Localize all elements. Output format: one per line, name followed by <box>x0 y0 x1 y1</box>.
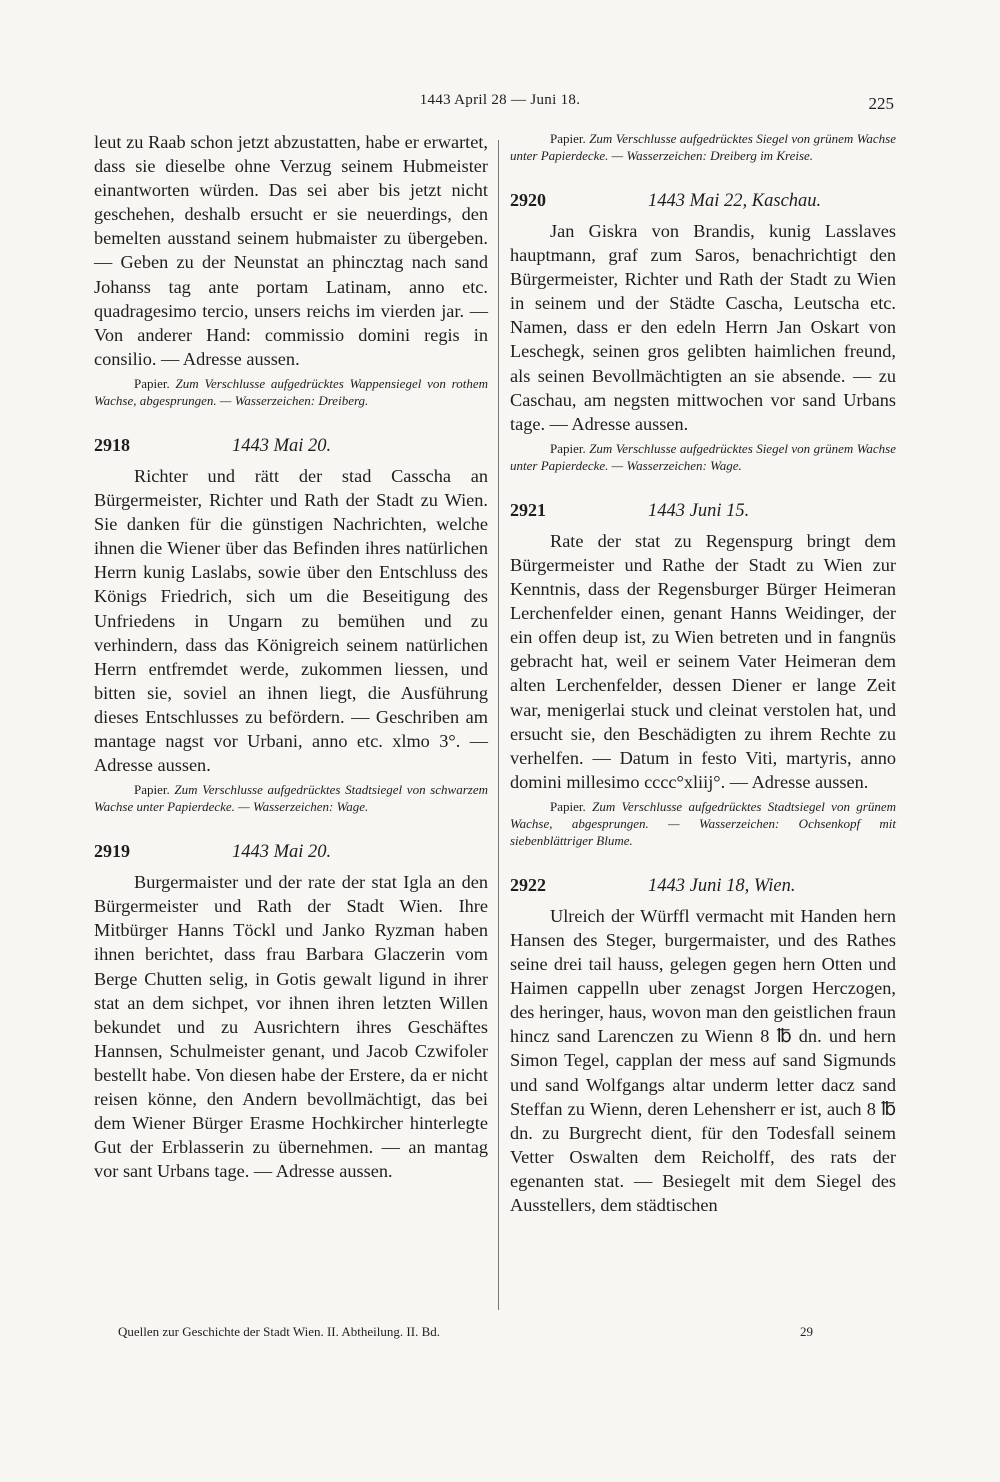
entry-date: 1443 Mai 20. <box>232 842 332 863</box>
entry-2919-header <box>94 839 488 864</box>
entry-2921-header <box>510 498 896 523</box>
entry-2918-header <box>94 433 488 458</box>
entry-2922-text: Ulreich der Würffl vermacht mit Handen hern Hansen des Steger, burgermaister, und des Rathes seine drei tail hauss, gelegen gegen hern Otten und Haimen cappelln uber zenagst Jorgen Herczogen, des heringer, haus, wovon man den geistlichen fraun hincz sand Larenczen zu Wienn 8 ℔ dn. und hern Simon Tegel, capplan der mess auf sand Sigmunds und sand Wolfgangs altar underm letter dacz sand Steffan zu Wienn, deren Lehensherr er ist, auch 8 ℔ dn. zu Burgrecht dient, für den Todesfall seinem Vetter Oswalten dem Reicholff, des rats der egenanten stat. — Besiegelt mit dem Siegel des Ausstellers, dem städtischen <box>510 905 896 1215</box>
entry-2920-text: Jan Giskra von Brandis, kunig Lasslaves hauptmann, graf zum Saros, benachrichtigt den Bürgermeister, Richter und Rath der Stadt zu Wien in seinem und der Städte Cascha, Leutscha etc. Namen, dass er den edeln Herrn Jan Oskart von Leschegk, seinen gros gelibten haimlichen freund, als seinen Bevollmächtigten an sie absende. — zu Caschau, am negsten mittwochen vor sand Urbans tage. — Adresse aussen. <box>510 221 896 434</box>
column-divider <box>498 140 499 1310</box>
entry-2918-note <box>94 781 488 815</box>
entry-2919-text: Burgermaister und der rate der stat Igla an den Bürgermeister und Rath der Stadt Wien. Ihre Mitbürger Hanns Töckl und Janko Ryzman haben ihnen berichtet, dass frau Barbara Glaczerin vom Berge Chutten selig, in Gotis gewalt ligund in ihrer stat an dem sichpet, vor ihnen ihren letzten Willen bekundet und zu Ausrichtern ihres Geschäftes Hannsen, Schulmeister genant, und Jacob Czwifoler bestellt habe. Von diesen habe der Erstere, da er nicht reisen könne, den Andern bevollmächtigt, das bei dem Wiener Bürger Erasme Hochkircher hinterlegte Gut der Erblasserin zu übernehmen. — an mantag vor sant Urbans tage. — Adresse aussen. <box>94 872 488 1182</box>
left-column <box>94 130 488 1183</box>
running-head: 1443 April 28 — Juni 18. <box>419 92 581 108</box>
footer-source: Quellen zur Geschichte der Stadt Wien. II. Abtheilung. II. Bd. <box>118 1324 440 1339</box>
note-material: Papier. <box>550 798 586 814</box>
entry-2917-note <box>94 375 488 409</box>
entry-2922-header <box>510 873 896 898</box>
entry-date: 1443 Juni 15. <box>648 500 750 521</box>
entry-number: 2921 <box>510 499 546 520</box>
note-material: Papier. <box>134 782 170 798</box>
entry-2917-continuation-text: leut zu Raab schon jetzt abzustatten, habe er erwartet, dass sie dieselbe ohne Verzug seinem Hubmeister einantworten würden. Das sei aber bis jetzt nicht geschehen, deshalb ersucht er sie neuerdings, den bemelten ausstand seinem hubmaister zu übergeben. — Geben zu der Neunstat an phincztag nach sand Johanss tag ante portam Latinam, anno etc. quadragesimo tercio, unsers reichs im vierden jar. — Von anderer Hand: commissio domini regis in consilio. — Adresse aussen. <box>94 132 488 369</box>
entry-date: 1443 Mai 22, Kaschau. <box>648 191 822 211</box>
note-material: Papier. <box>134 375 170 391</box>
entry-2918-text: Richter und rätt der stad Casscha an Bürgermeister, Richter und Rath der Stadt zu Wien. Sie danken für die günstigen Nachrichten, welche ihnen die Wiener über das Befinden ihres natürlichen Herrn kunig Laslabs, sowie über den Entschluss des Königs Friedrich, sich um die Beseitigung des Unfriedens in Ungarn zu bemühen und zu verhindern, dass das Königreich seinem natürlichen Herrn entfremdet werde, zukommen liessen, und bitten sie, soviel an ihnen liegt, die Ausführung dieses Entschlusses zu befördern. — Geschriben am mantage nagst vor Urbani, anno etc. xlmo 3°. — Adresse aussen. <box>94 465 488 776</box>
entry-2921-text: Rate der stat zu Regenspurg bringt dem Bürgermeister und Rathe der Stadt zu Wien zur Kenntnis, dass der Regensburger Bürger Heimeran Lerchenfelder einen, genant Hanns Weidinger, der ein offen deup ist, zu Wien betreten und in fangnüs gebracht hat, weil er seinem Vater Heimeran dem alten Lerchenfelder, dessen Diener er lange Zeit war, menigerlai stuck und cleinat verstolen hat, und ersucht sie, den Beschädigten zu ihrem Rechte zu verhelfen. — Datum in festo Viti, martyris, anno domini millesimo cccc°xliij°. — Adresse aussen. <box>510 530 896 792</box>
entry-number: 2918 <box>94 434 130 455</box>
note-text: Zum Verschlusse aufgedrücktes Siegel von grünem Wachse unter Papierdecke. — Wasserzeichen: Dreiberg im Kreise. <box>510 131 896 163</box>
entry-number: 2922 <box>510 874 546 895</box>
right-column <box>510 130 896 1217</box>
entry-number: 2920 <box>510 190 546 210</box>
note-text: Zum Verschlusse aufgedrücktes Wappensiegel von rothem Wachse, abgesprungen. — Wasserzeichen: Dreiberg. <box>94 375 489 408</box>
note-text: Zum Verschlusse aufgedrücktes Stadtsiegel von grünem Wachse, abgesprungen. — Wasserzeichen: Ochsenkopf mit siebenblättriger Blume. <box>510 798 897 848</box>
entry-2920-header <box>510 188 896 213</box>
entry-2920-note <box>510 440 896 474</box>
footer-signature: 29 <box>800 1324 813 1339</box>
entry-number: 2919 <box>94 841 130 862</box>
page-number: 225 <box>868 94 894 113</box>
note-material: Papier. <box>550 131 586 146</box>
note-text: Zum Verschlusse aufgedrücktes Stadtsiegel von schwarzem Wachse unter Papierdecke. — Wasserzeichen: Wage. <box>94 782 489 815</box>
entry-date: 1443 Juni 18, Wien. <box>648 875 796 896</box>
entry-date: 1443 Mai 20. <box>232 435 332 456</box>
entry-2919-note <box>510 130 896 164</box>
note-material: Papier. <box>550 440 586 456</box>
note-text: Zum Verschlusse aufgedrücktes Siegel von grünem Wachse unter Papierdecke. — Wasserzeichen: Wage. <box>510 440 896 473</box>
entry-2921-note <box>510 798 896 849</box>
